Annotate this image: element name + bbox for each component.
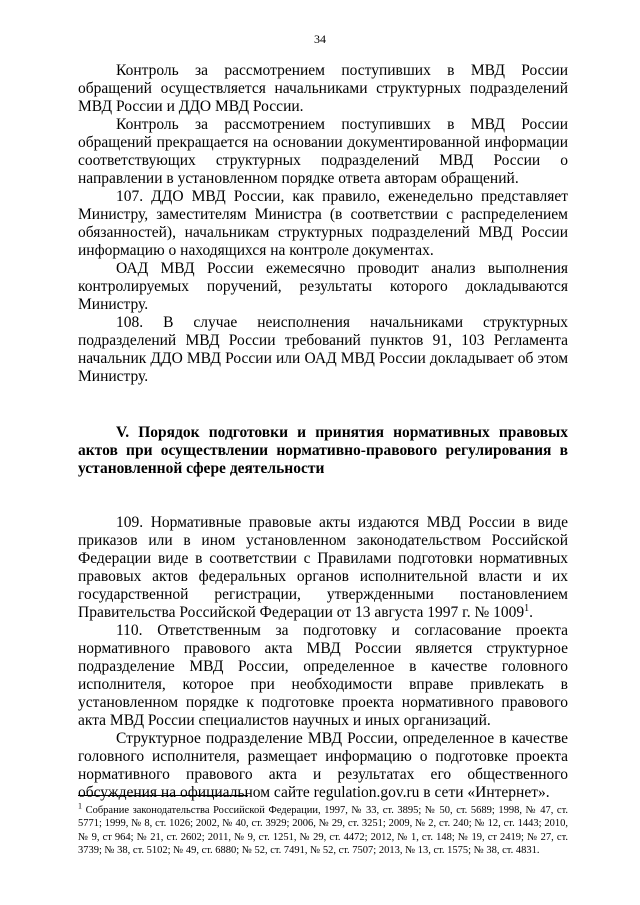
footnote-reference: 1	[524, 602, 530, 614]
footnote-divider	[78, 795, 248, 796]
footnote-text: Собрание законодательства Российской Федерации, 1997, № 33, ст. 3895; № 50, ст. 5689; 1998, № 47, ст. 5771; 1999, № 8, ст. 1026; 2002, № 40, ст. 3929; 2006, № 29, ст. 3251; 2009, № 2, ст. 240; № 12, ст. 1443; 2010, № 9, ст 964; № 21, ст. 2602; 2011, № 9, ст. 1251, № 29, ст. 4472; 2012, № 1, ст. 148; № 19, ст 2419; № 27, ст. 3739; № 38, ст. 5102; № 49, ст. 6880; № 52, ст. 7491, № 52, ст. 7507; 2013, № 13, ст. 1575; № 38, ст. 4831.	[78, 805, 568, 857]
section-heading: V. Порядок подготовки и принятия нормативных правовых актов при осуществлении нормативно-правового регулирования в установленной сфере деятельности	[78, 424, 568, 477]
paragraph-control-responsibility: Контроль за рассмотрением поступивших в МВД России обращений осуществляется начальниками структурных подразделений МВД России и ДДО МВД России.	[78, 62, 568, 115]
footnote-1	[78, 801, 568, 858]
document-body	[78, 62, 568, 802]
paragraph-107: 107. ДДО МВД России, как правило, еженедельно представляет Министру, заместителям Министра (в соответствии с распределением обязанностей), начальникам структурных подразделений МВД России информацию о находящихся на контроле документах.	[78, 188, 568, 259]
paragraph-108: 108. В случае неисполнения начальниками структурных подразделений МВД России требований пунктов 91, 103 Регламента начальник ДДО МВД России или ОАД МВД России докладывает об этом Министру.	[78, 314, 568, 385]
paragraph-109	[78, 514, 568, 622]
paragraph-110: 110. Ответственным за подготовку и согласование проекта нормативного правового акта МВД России является структурное подразделение МВД России, определенное в качестве головного исполнителя, которое при необходимости вправе привлекать в установленном порядке к подготовке проекта нормативного правового акта МВД России специалистов научных и иных организаций.	[78, 622, 568, 729]
paragraph-lead-executor: Структурное подразделение МВД России, определенное в качестве головного исполнителя, размещает информацию о подготовке проекта нормативного правового акта и результатах его общественного обсуждения на официальном сайте regulation.gov.ru в сети «Интернет».	[78, 730, 568, 801]
paragraph-control-termination: Контроль за рассмотрением поступивших в МВД России обращений прекращается на основании документированной информации соответствующих структурных подразделений МВД России о направлении в установленном порядке ответа авторам обращений.	[78, 116, 568, 187]
paragraph-109-text: 109. Нормативные правовые акты издаются МВД России в виде приказов или в ином установленном законодательством Российской Федерации виде в соответствии с Правилами подготовки нормативных правовых актов федеральных органов исполнительной власти и их государственной регистрации, утвержденными постановлением Правительства Российской Федерации от 13 августа 1997 г. № 1009	[78, 514, 568, 621]
paragraph-109-end: .	[529, 604, 533, 621]
footnote-mark: 1	[78, 801, 82, 811]
footnotes	[78, 795, 568, 858]
page-number: 34	[314, 32, 326, 46]
paragraph-oad-analysis: ОАД МВД России ежемесячно проводит анализ выполнения контролируемых поручений, результаты которого докладываются Министру.	[78, 260, 568, 313]
